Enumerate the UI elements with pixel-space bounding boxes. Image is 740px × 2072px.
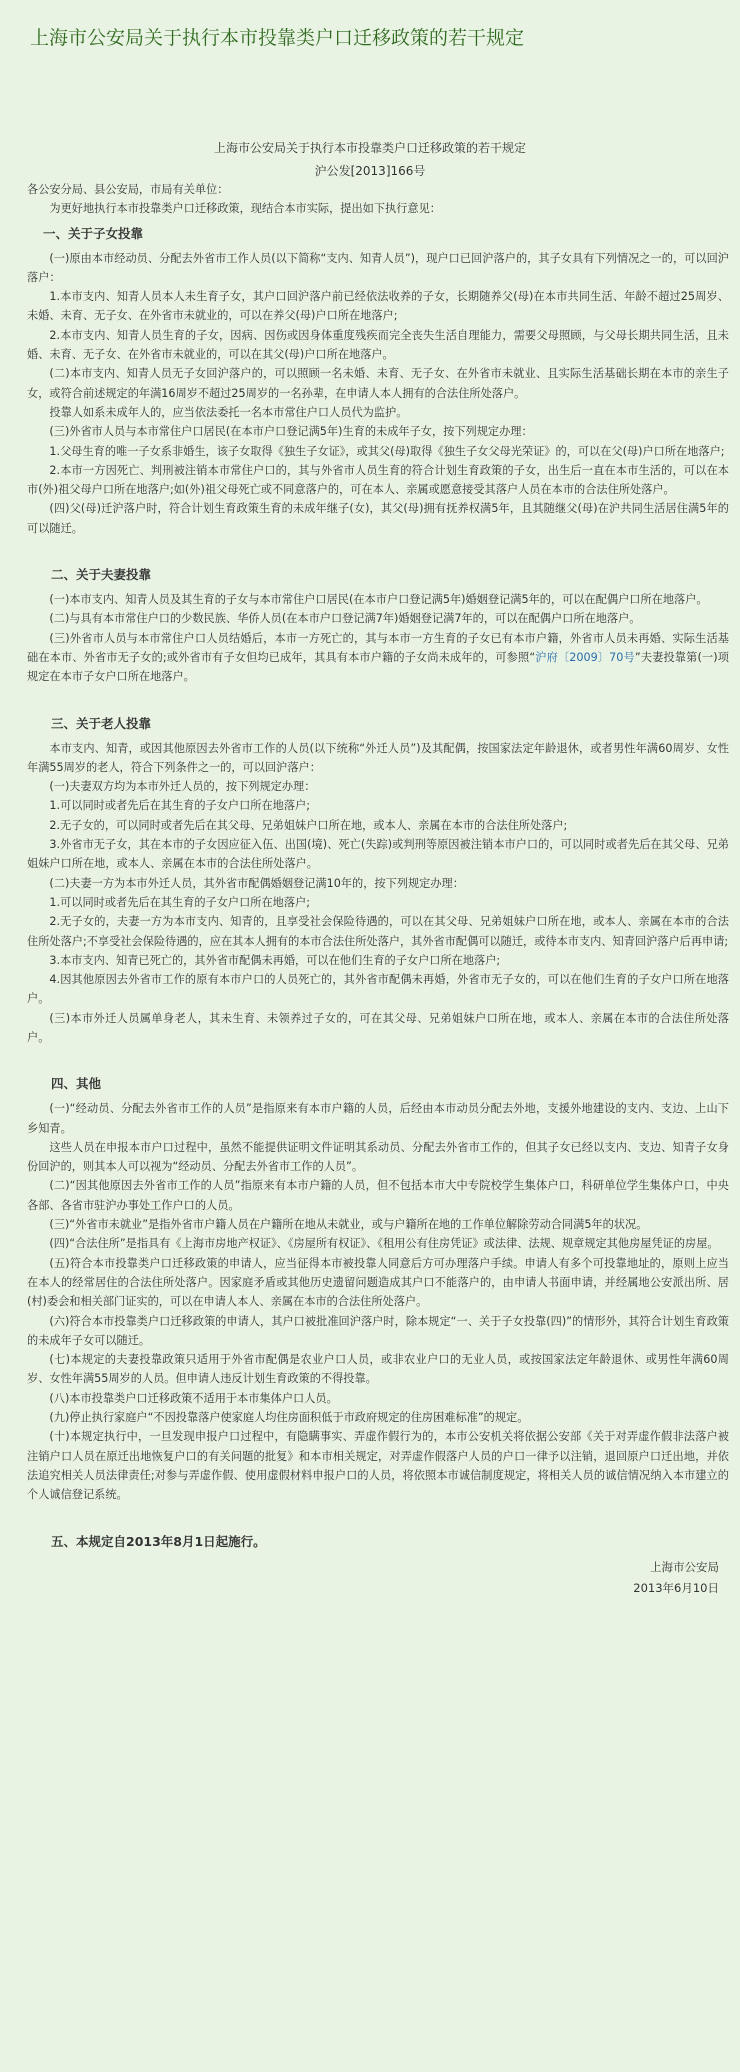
paragraph: 1.可以同时或者先后在其生育的子女户口所在地落户; xyxy=(49,895,310,909)
paragraph: (九)停止执行家庭户“不因投靠落户使家庭人均住房面积低于市政府规定的住房困难标准”的规定。 xyxy=(49,1411,529,1425)
paragraph: (三)本市外迁人员属单身老人，其未生育、未领养过子女的，可在其父母、兄弟姐妹户口所在地，或本人、亲属在本市的合法住所处落户。 xyxy=(27,1011,729,1044)
paragraph-text: (三)外省市人员与本市常住户口人员结婚后，本市一方死亡的，其与本市一方生育的子女已有本市户籍，外省市人员未再婚、实际生活基础在本市、外省市无子女的;或外省市有子女但均已成年，其具有本市户籍的子女尚未成年的，可参照“ xyxy=(27,631,729,664)
paragraph: (二)与具有本市常住户口的少数民族、华侨人员(在本市户口登记满7年)婚姻登记满7年的，可以在配偶户口所在地落户。 xyxy=(49,612,641,626)
paragraph: 4.因其他原因去外省市工作的原有本市户口的人员死亡的，其外省市配偶未再婚，外省市无子女的，可以在他们生育的子女户口所在地落户。 xyxy=(27,973,729,1006)
paragraph: 3.外省市无子女，其在本市的子女因应征入伍、出国(境)、死亡(失踪)或判刑等原因被注销本市户口的，可以同时或者先后在其父母、兄弟姐妹户口所在地，或本人、亲属在本市的合法住所处落户。 xyxy=(27,838,729,871)
paragraph: 2.无子女的，夫妻一方为本市支内、知青的，且享受社会保险待遇的，可以在其父母、兄弟姐妹户口所在地，或本人、亲属在本市的合法住所处落户;不享受社会保险待遇的，应在其本人拥有的本市合法住所处落户，其外省市配偶可以随迁，或待本市支内、知青回沪落户后再申请; xyxy=(27,915,729,948)
document-body xyxy=(0,180,740,1609)
paragraph: 2.无子女的，可以同时或者先后在其父母、兄弟姐妹户口所在地，或本人、亲属在本市的合法住所处落户; xyxy=(49,818,568,832)
paragraph: 1.本市支内、知青人员本人未生育子女，其户口回沪落户前已经依法收养的子女，长期随养父(母)在本市共同生活、年龄不超过25周岁、未婚、未育、无子女、在外省市未就业的，可以在养父(母)户口所在地落户; xyxy=(27,290,729,323)
paragraph: (一)本市支内、知青人员及其生育的子女与本市常住户口居民(在本市户口登记满5年)婚姻登记满5年的，可以在配偶户口所在地落户。 xyxy=(49,593,708,607)
paragraph: (四)“合法住所”是指具有《上海市房地产权证》、《房屋所有权证》、《租用公有住房凭证》或法律、法规、规章规定其他房屋凭证的房屋。 xyxy=(49,1237,719,1251)
paragraph: 2.本市支内、知青人员生育的子女，因病、因伤或因身体重度残疾而完全丧失生活自理能力，需要父母照顾，与父母长期共同生活，且未婚、未育、无子女、在外省市未就业的，可以在其父(母)户口所在地落户。 xyxy=(27,328,729,362)
section-heading-effective-date: 五、本规定自2013年8月1日起施行。 xyxy=(51,1533,266,1549)
paragraph: (二)本市支内、知青人员无子女回沪落户的，可以照顾一名未婚、未育、无子女、在外省市未就业、且实际生活基础长期在本市的亲生子女，或符合前述规定的年满16周岁不超过25周岁的一名孙辈，在申请人本人拥有的合法住所处落户。 xyxy=(27,367,729,400)
paragraph: (二)“因其他原因去外省市工作的人员”指原来有本市户籍的人员，但不包括本市大中专院校学生集体户口，科研单位学生集体户口，中央各部、各省市驻沪办事处工作户口的人员。 xyxy=(27,1179,729,1212)
signature-org: 上海市公安局 xyxy=(650,1559,719,1574)
paragraph: (十)本规定执行中，一旦发现申报户口过程中，有隐瞒事实、弄虚作假行为的，本市公安机关将依据公安部《关于对弄虚作假非法落户被注销户口人员在原迁出地恢复户口的有关问题的批复》和本市相关规定，对弄虚作假落户人员的户口一律予以注销，退回原户口迁出地，并依法追究相关人员法律责任;对参与弄虚作假、使用虚假材料申报户口的人员，将依照本市诚信制度规定，将相关人员的诚信情况纳入本市建立的个人诚信登记系统。 xyxy=(27,1430,729,1502)
paragraph: 2.本市一方因死亡、判刑被注销本市常住户口的，其与外省市人员生育的符合计划生育政策的子女，出生后一直在本市生活的，可以在本市(外)祖父母户口所在地落户;如(外)祖父母死亡或不同意落户的，可在本人、亲属或愿意接受其落户人员在本市的合法住所处落户。 xyxy=(27,463,729,497)
document-title: 上海市公安局关于执行本市投靠类户口迁移政策的若干规定 xyxy=(213,141,526,155)
section-heading-other: 四、其他 xyxy=(51,1076,102,1092)
paragraph-with-link xyxy=(27,629,729,687)
paragraph: (七)本规定的夫妻投靠政策只适用于外省市配偶是农业户口人员，或非农业户口的无业人员，或按国家法定年龄退休、或男性年满60周岁、女性年满55周岁的人员。但申请人违反计划生育政策的不得投靠。 xyxy=(27,1353,729,1386)
paragraph: (八)本市投靠类户口迁移政策不适用于本市集体户口人员。 xyxy=(49,1391,338,1405)
paragraph: (三)“外省市未就业”是指外省市户籍人员在户籍所在地从未就业，或与户籍所在地的工作单位解除劳动合同满5年的状况。 xyxy=(49,1218,648,1232)
paragraph: (二)夫妻一方为本市外迁人员，其外省市配偶婚姻登记满10年的，按下列规定办理： xyxy=(49,876,464,890)
addressee: 各公安分局、县公安局，市局有关单位： xyxy=(27,183,229,196)
intro-paragraph: 为更好地执行本市投靠类户口迁移政策，现结合本市实际，提出如下执行意见： xyxy=(49,202,441,216)
section-heading-spouse-reliance: 二、关于夫妻投靠 xyxy=(51,567,152,583)
paragraph: 本市支内、知青，或因其他原因去外省市工作的人员(以下统称“外迁人员”)及其配偶，按国家法定年龄退休，或者男性年满60周岁、女性年满55周岁的老人，符合下列条件之一的，可以回沪落户： xyxy=(27,741,729,774)
section-heading-child-reliance: 一、关于子女投靠 xyxy=(43,225,144,241)
paragraph: (一)夫妻双方均为本市外迁人员的，按下列规定办理： xyxy=(49,780,316,794)
paragraph-text: ”夫妻投靠第(一)项规定在本市子女户口所在地落户。 xyxy=(27,650,729,684)
paragraph: 这些人员在申报本市户口过程中，虽然不能提供证明文件证明其系动员、分配去外省市工作的，但其子女已经以支内、支边、知青子女身份回沪的，则其本人可以视为“经动员、分配去外省市工作的人员”。 xyxy=(27,1140,729,1174)
page-title: 上海市公安局关于执行本市投靠类户口迁移政策的若干规定 xyxy=(30,27,525,49)
paragraph: (一)原由本市经动员、分配去外省市工作人员(以下简称“支内、知青人员”)，现户口已回沪落户的，其子女具有下列情况之一的，可以回沪落户： xyxy=(27,251,729,284)
paragraph: (三)外省市人员与本市常住户口居民(在本市户口登记满5年)生育的未成年子女，按下列规定办理： xyxy=(49,425,533,439)
paragraph: 1.可以同时或者先后在其生育的子女户口所在地落户; xyxy=(49,799,310,813)
paragraph: (五)符合本市投靠类户口迁移政策的申请人，应当征得本市被投靠人同意后方可办理落户手续。申请人有多个可投靠地址的，原则上应当在本人的经常居住的合法住所处落户。因家庭矛盾或其他历史遗留问题造成其户口不能落户的，由申请人书面申请，并经属地公安派出所、居(村)委会和相关部门证实的，可以在申请人本人、亲属在本市的合法住所处落户。 xyxy=(27,1256,729,1309)
section-heading-elderly-reliance: 三、关于老人投靠 xyxy=(51,715,152,731)
paragraph: 投靠人如系未成年人的，应当依法委托一名本市常住户口人员代为监护。 xyxy=(49,405,408,419)
signature-date: 2013年6月10日 xyxy=(633,1580,719,1595)
document-number: 沪公发[2013]166号 xyxy=(314,164,426,178)
paragraph: 1.父母生育的唯一子女系非婚生，该子女取得《独生子女证》，或其父(母)取得《独生子女父母光荣证》的，可以在父(母)户口所在地落户; xyxy=(49,444,725,458)
paragraph: (四)父(母)迁沪落户时，符合计划生育政策生育的未成年继子(女)，其父(母)拥有抚养权满5年，且其随继父(母)在沪共同生活居住满5年的可以随迁。 xyxy=(27,502,729,535)
paragraph: (一)“经动员、分配去外省市工作的人员”是指原来有本市户籍的人员，后经由本市动员分配去外地，支援外地建设的支内、支边、上山下乡知青。 xyxy=(27,1102,729,1135)
paragraph: (六)符合本市投靠类户口迁移政策的申请人，其户口被批准回沪落户时，除本规定“一、关于子女投靠(四)”的情形外，其符合计划生育政策的未成年子女可以随迁。 xyxy=(27,1314,729,1347)
paragraph: 3.本市支内、知青已死亡的，其外省市配偶未再婚，可以在他们生育的子女户口所在地落户; xyxy=(49,953,501,967)
policy-document-link[interactable]: 沪府〔2009〕70号 xyxy=(535,650,635,664)
